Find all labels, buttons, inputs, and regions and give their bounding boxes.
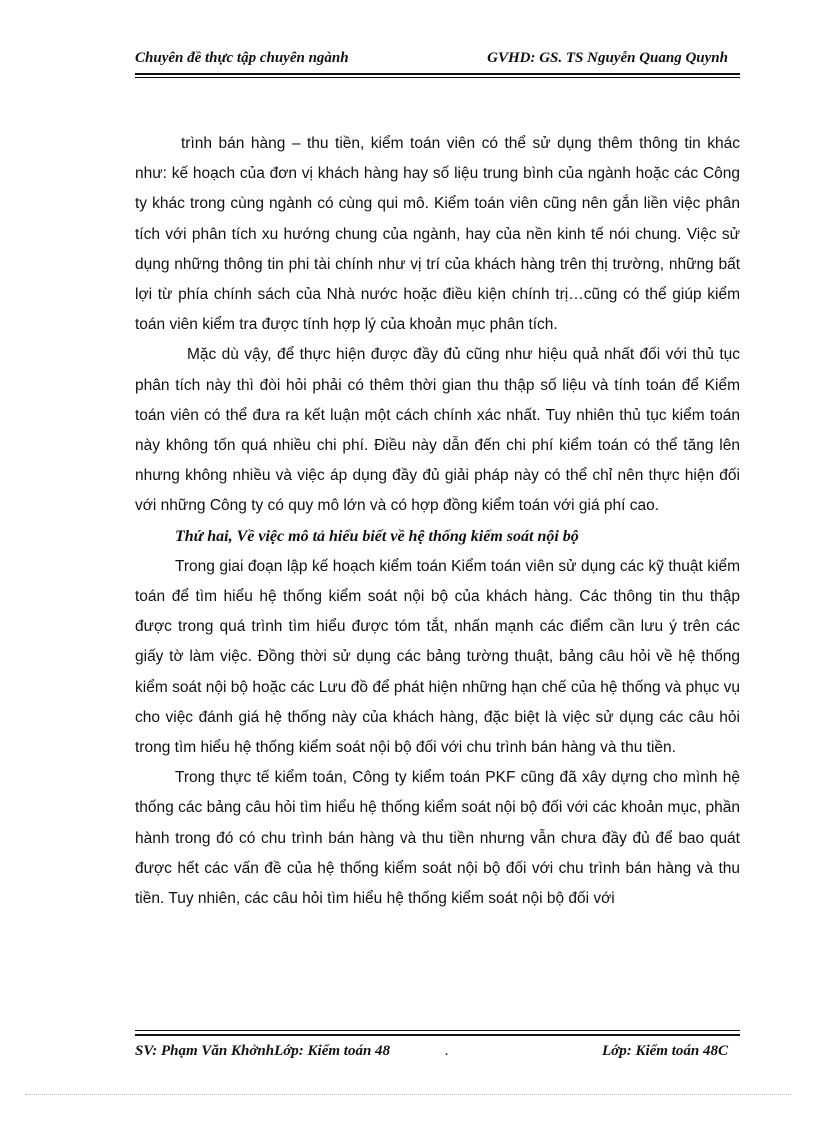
footer-rule-thick bbox=[135, 1034, 740, 1036]
paragraph: Trong thực tế kiểm toán, Công ty kiểm toán PKF cũng đã xây dựng cho mình hệ thống các bảng câu hỏi tìm hiểu hệ thống kiểm soát nội bộ đối với các khoản mục, phần hành trong đó có chu trình bán hàng và thu tiền nhưng vẫn chưa đầy đủ để bao quát được hết các vấn đề của hệ thống kiểm soát nội bộ đối với chu trình bán hàng và thu tiền. Tuy nhiên, các câu hỏi tìm hiểu hệ thống kiểm soát nội bộ đối với bbox=[135, 769, 740, 908]
header-rule-thick bbox=[135, 73, 740, 75]
footer-student: SV: Phạm Văn KhởnhLớp: Kiểm toán 48 bbox=[135, 1043, 391, 1059]
footer-class: Lớp: Kiểm toán 48C bbox=[602, 1043, 728, 1059]
paragraph: Trong giai đoạn lập kế hoạch kiểm toán Kiểm toán viên sử dụng các kỹ thuật kiểm toán để tìm hiểu hệ thống kiểm soát nội bộ của khách hàng. Các thông tin thu thập được trong quá trình tìm hiểu được tóm tắt, nhấn mạnh các điểm cần lưu ý trên các giấy tờ làm việc. Đồng thời sử dụng các bảng tường thuật, bảng câu hỏi về hệ thống kiểm soát nội bộ hoặc các Lưu đồ để phát hiện những hạn chế của hệ thống và phục vụ cho việc đánh giá hệ thống này của khách hàng, đặc biệt là việc sử dụng các câu hỏi trong tìm hiểu hệ thống kiểm soát nội bộ đối với chu trình bán hàng và thu tiền. bbox=[135, 557, 740, 757]
document-body bbox=[135, 129, 740, 914]
header-advisor: GVHD: GS. TS Nguyễn Quang Quynh bbox=[487, 50, 728, 66]
paragraph-continued: trình bán hàng – thu tiền, kiểm toán viên có thể sử dụng thêm thông tin khác như: kế hoạch của đơn vị khách hàng hay số liệu trung bình của ngành hoặc các Công ty khác trong cùng ngành có cùng qui mô. Kiểm toán viên cũng nên gắn liền việc phân tích với phân tích xu hướng chung của ngành, hay của nền kinh tế nói chung. Việc sử dụng những thông tin phi tài chính như vị trí của khách hàng trên thị trường, những bất lợi từ phía chính sách của Nhà nước hoặc điều kiện chính trị…cũng có thể giúp kiểm toán viên kiểm tra được tính hợp lý của khoản mục phân tích. bbox=[135, 135, 740, 334]
paragraph: Mặc dù vậy, để thực hiện được đầy đủ cũng như hiệu quả nhất đối với thủ tục phân tích này thì đòi hỏi phải có thêm thời gian thu thập số liệu và tính toán để Kiểm toán viên có thể đưa ra kết luận một cách chính xác nhất. Tuy nhiên thủ tục kiểm toán này không tốn quá nhiều chi phí. Điều này dẫn đến chi phí kiểm toán có thể tăng lên nhưng không nhiều và việc áp dụng đầy đủ giải pháp này có thể chỉ nên thực hiện đối với những Công ty có quy mô lớn và có hợp đồng kiểm toán với giá phí cao. bbox=[135, 346, 740, 515]
footer-dot: . bbox=[445, 1043, 449, 1059]
header-rule-thin bbox=[135, 77, 740, 78]
page-footer bbox=[135, 1043, 740, 1065]
page-bottom-border bbox=[25, 1094, 791, 1095]
section-subheading: Thứ hai, Về việc mô tả hiểu biết về hệ thống kiểm soát nội bộ bbox=[175, 527, 579, 545]
page-header bbox=[135, 50, 740, 72]
footer-rule-thin bbox=[135, 1030, 740, 1031]
header-course-title: Chuyên đề thực tập chuyên ngành bbox=[135, 50, 349, 66]
